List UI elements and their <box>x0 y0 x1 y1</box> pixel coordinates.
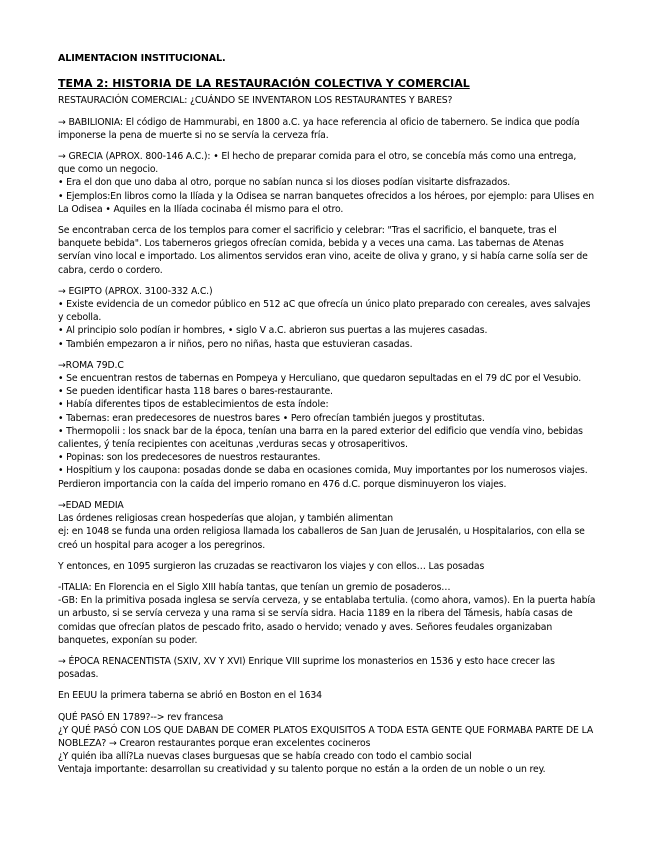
paragraph <box>58 116 596 142</box>
paragraph-line: • Era el don que uno daba al otro, porque no sabían nunca si los dioses podían visitarte disfrazados. <box>58 177 511 189</box>
paragraph-line: → EGIPTO (APROX. 3100-332 A.C.) <box>58 285 213 297</box>
paragraph-line: • Popinas: son los predecesores de nuestros restaurantes. <box>58 452 321 464</box>
paragraph <box>58 655 596 681</box>
document-page <box>58 44 596 785</box>
paragraph-line: Y entonces, en 1095 surgieron las cruzadas se reactivaron los viajes y con ellos… Las posadas <box>58 560 485 572</box>
paragraph <box>58 581 596 647</box>
paragraph-line: →EDAD MEDIA <box>58 499 124 511</box>
paragraph-line: ej: en 1048 se funda una orden religiosa llamada los caballeros de San Juan de Jerusalén, u Hospitalarios, con ella se creó un hospital para acoger a los peregrinos. <box>58 526 585 551</box>
paragraph-line: Ventaja importante: desarrollan su creatividad y su talento porque no están a la orden de un noble o un rey. <box>58 764 546 776</box>
paragraph-line: • Al principio solo podían ir hombres, • siglo V a.C. abrieron sus puertas a las mujeres casadas. <box>58 325 488 337</box>
paragraph-line: • Existe evidencia de un comedor público en 512 aC que ofrecía un único plato preparado con cereales, aves salvajes y cebolla. <box>58 299 591 324</box>
paragraph-line: • Hospitium y los caupona: posadas donde se daba en ocasiones comida, Muy importantes por los numerosos viajes. Perdieron importancia con la caída del imperio romano en 476 d.C. porque disminuyeron los viajes. <box>58 465 588 490</box>
paragraph-line: -GB: En la primitiva posada inglesa se servía cerveza, y se entablaba tertulia. (como ahora, vamos). En la puerta había un arbusto, si se servía cerveza y una rama si se servía sidra. Hacia 1189 en la ribera del Támesis, había casas de comidas que ofrecían platos de pescado frito, asado o hervido; venado y aves. Señores feudales organizaban banquetes, exponían su poder. <box>58 595 596 646</box>
paragraph-line: ¿Y QUÉ PASÓ CON LOS QUE DABAN DE COMER PLATOS EXQUISITOS A TODA ESTA GENTE QUE FORMABA PARTE DE LA NOBLEZA? → Crearon restaurantes porque eran excelentes cocineros <box>58 724 594 749</box>
paragraph-line: • Ejemplos:En libros como la Ilíada y la Odisea se narran banquetes ofrecidos a los héroes, por ejemplo: para Ulises en La Odisea • Aquiles en la Ilíada cocinaba él mismo para el otro. <box>58 190 594 215</box>
paragraph <box>58 285 596 351</box>
paragraph <box>58 359 596 491</box>
document-body <box>58 94 596 776</box>
paragraph-line: • Había diferentes tipos de establecimientos de esta índole: <box>58 399 329 411</box>
paragraph-line: ¿Y quién iba allí?La nuevas clases burguesas que se había creado con todo el cambio social <box>58 751 472 763</box>
paragraph-line: → BABILIONIA: El código de Hammurabi, en 1800 a.C. ya hace referencia al oficio de tabernero. Se indica que podía imponerse la pena de muerte si no se servía la cerveza fría. <box>58 116 580 141</box>
paragraph-line: → GRECIA (APROX. 800-146 A.C.): • El hecho de preparar comida para el otro, se concebía más como una entrega, que como un negocio. <box>58 151 577 176</box>
paragraph <box>58 689 596 702</box>
paragraph-line: • Tabernas: eran predecesores de nuestros bares • Pero ofrecían también juegos y prostitutas. <box>58 412 485 424</box>
paragraph-line: • Se pueden identificar hasta 118 bares o bares-restaurante. <box>58 386 333 398</box>
paragraph-line: -ITALIA: En Florencia en el Siglo XIII había tantas, que tenían un gremio de posaderos… <box>58 581 451 593</box>
paragraph-line: • Se encuentran restos de tabernas en Pompeya y Herculiano, que quedaron sepultadas en el 79 dC por el Vesubio. <box>58 373 582 385</box>
paragraph <box>58 499 596 552</box>
paragraph <box>58 711 596 777</box>
paragraph-line: • Thermopolii : los snack bar de la época, tenían una barra en la pared exterior del edificio que vendía vino, bebidas calientes, ý tenía recipientes con aceitunas ,verduras secas y otrosaperitivos. <box>58 425 583 451</box>
paragraph <box>58 94 596 107</box>
paragraph-line: QUÉ PASÓ EN 1789?--> rev francesa <box>58 711 224 723</box>
paragraph-line: En EEUU la primera taberna se abrió en Boston en el 1634 <box>58 690 322 702</box>
paragraph <box>58 560 596 573</box>
paragraph <box>58 150 596 216</box>
paragraph-line: →ROMA 79D.C <box>58 359 124 371</box>
paragraph-line: • También empezaron a ir niños, pero no niñas, hasta que estuvieran casadas. <box>58 338 413 350</box>
paragraph-line: RESTAURACIÓN COMERCIAL: ¿CUÁNDO SE INVENTARON LOS RESTAURANTES Y BARES? <box>58 95 453 107</box>
paragraph-line: → ÉPOCA RENACENTISTA (SXIV, XV Y XVI) Enrique VIII suprime los monasterios en 1536 y esto hace crecer las posadas. <box>58 655 555 681</box>
paragraph-line: Las órdenes religiosas crean hospederías que alojan, y también alimentan <box>58 513 394 525</box>
document-heading: TEMA 2: HISTORIA DE LA RESTAURACIÓN COLECTIVA Y COMERCIAL <box>58 77 470 91</box>
document-title: ALIMENTACION INSTITUCIONAL. <box>58 53 226 64</box>
paragraph <box>58 224 596 277</box>
paragraph-line: Se encontraban cerca de los templos para comer el sacrificio y celebrar: "Tras el sacrificio, el banquete, tras el banquete bebida". Los taberneros griegos ofrecían comida, bebida y a veces una cama. Las tabernas de Atenas servían vino local e importado. Los alimentos servidos eran vino, aceite de oliva y grano, y si había carne solía ser de cabra, cerdo o cordero. <box>58 225 588 276</box>
